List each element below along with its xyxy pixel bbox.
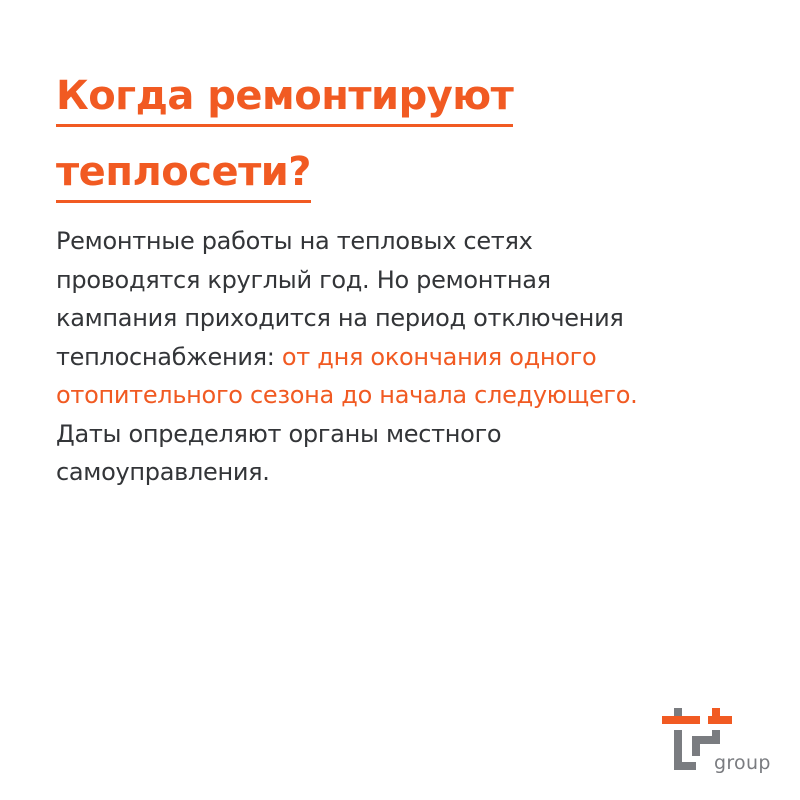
body-highlight-2: отопительного сезона до начала следующего. (56, 381, 638, 409)
page-title (56, 58, 616, 210)
logo-right-top-stem (712, 708, 720, 716)
body-line-4-text: теплоснабжения: (56, 342, 282, 371)
body-line-1: Ремонтные работы на тепловых сетях (56, 227, 533, 255)
body-line-7: самоуправления. (56, 458, 270, 486)
logo-text: group (714, 752, 771, 774)
title-line-2: теплосети? (56, 146, 311, 203)
logo-right-crossbar (708, 716, 732, 724)
title-line-1: Когда ремонтируют (56, 70, 513, 127)
logo-left-foot (674, 762, 696, 770)
body-highlight-1: от дня окончания одного (281, 342, 597, 371)
body-line-6: Даты определяют органы местного (56, 419, 502, 448)
body-line-3: кампания приходится на период отключения (56, 304, 624, 332)
logo-left-crossbar (662, 716, 700, 724)
logo-left-top-stem (674, 708, 682, 716)
logo-right-drop (692, 736, 700, 756)
tplus-group-logo (662, 708, 774, 778)
body-line-2: проводятся круглый год. Но ремонтная (56, 265, 551, 294)
body-paragraph (56, 222, 746, 492)
